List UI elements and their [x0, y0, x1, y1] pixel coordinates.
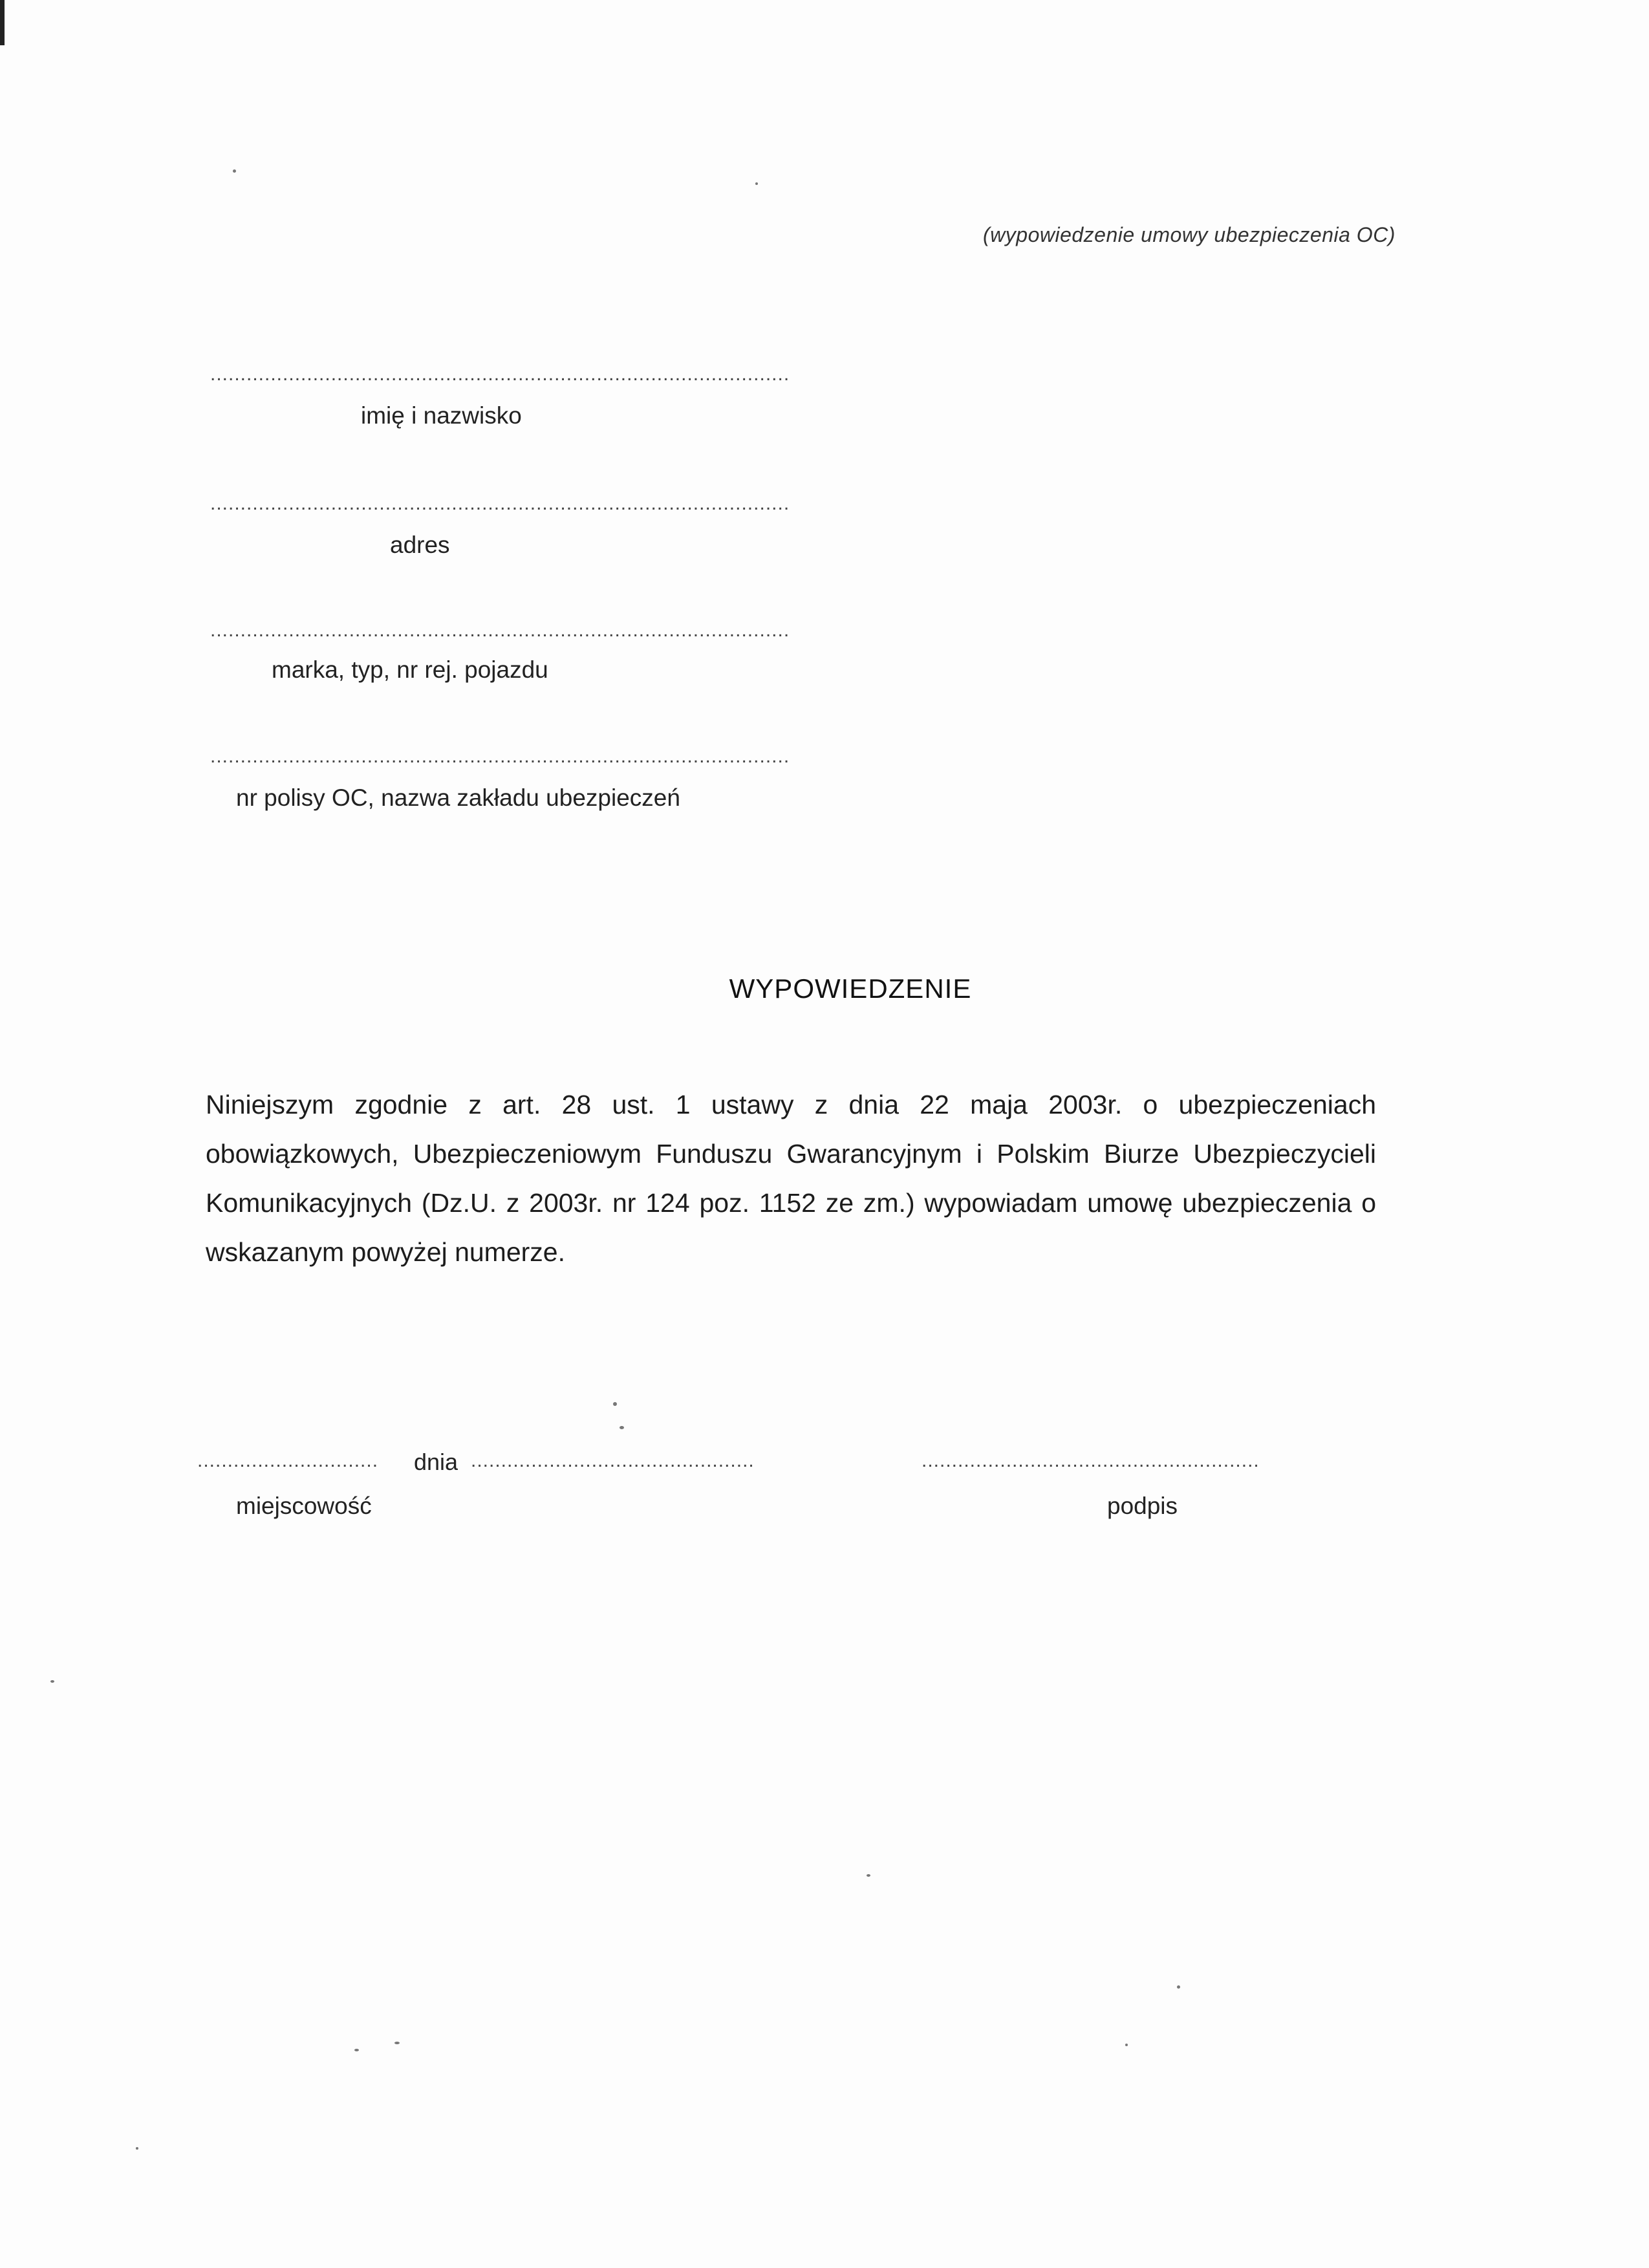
policy-dotted-line: ................................................................................................ — [210, 746, 790, 767]
scan-speck — [136, 2147, 138, 2150]
signature-label: podpis — [1107, 1493, 1178, 1519]
vehicle-label: marka, typ, nr rej. pojazdu — [272, 656, 548, 683]
header-note: (wypowiedzenie umowy ubezpieczenia OC) — [983, 223, 1396, 246]
date-word: dnia — [414, 1449, 458, 1475]
date-dotted-line: ............................................... — [471, 1450, 755, 1471]
scan-speck — [1125, 2044, 1128, 2046]
scan-speck — [233, 169, 236, 173]
signature-dotted-line: ........................................................ — [921, 1450, 1260, 1471]
address-label: adres — [390, 532, 450, 558]
address-dotted-line: ................................................................................................ — [210, 493, 790, 514]
scan-speck — [394, 2042, 400, 2044]
scan-speck — [867, 1874, 870, 1877]
place-label: miejscowość — [236, 1493, 372, 1519]
scan-speck — [50, 1680, 54, 1683]
body-paragraph: Niniejszym zgodnie z art. 28 ust. 1 ustawy z dnia 22 maja 2003r. o ubezpieczeniach obowiązkowych, Ubezpieczeniowym Funduszu Gwarancyjnym i Polskim Biurze Ubezpieczycieli Komunikacyjnych (Dz.U. z 2003r. nr 124 poz. 1152 ze zm.) wypowiadam umowę ubezpieczenia o wskazanym powyżej numerze. — [206, 1090, 1376, 1267]
scan-speck — [620, 1426, 624, 1429]
vehicle-dotted-line: ................................................................................................ — [210, 620, 790, 641]
document-title-text: WYPOWIEDZENIE — [729, 973, 972, 1004]
scan-speck — [1177, 1985, 1180, 1989]
scan-speck — [755, 182, 758, 185]
scan-speck — [613, 1402, 617, 1406]
place-dotted-line: .............................. — [197, 1450, 379, 1471]
name-dotted-line: ................................................................................................ — [210, 363, 790, 385]
scan-edge-mark — [0, 0, 5, 45]
name-label: imię i nazwisko — [361, 402, 522, 429]
document-title — [0, 973, 1649, 1004]
scan-speck — [354, 2049, 359, 2051]
policy-label: nr polisy OC, nazwa zakładu ubezpieczeń — [236, 784, 680, 811]
